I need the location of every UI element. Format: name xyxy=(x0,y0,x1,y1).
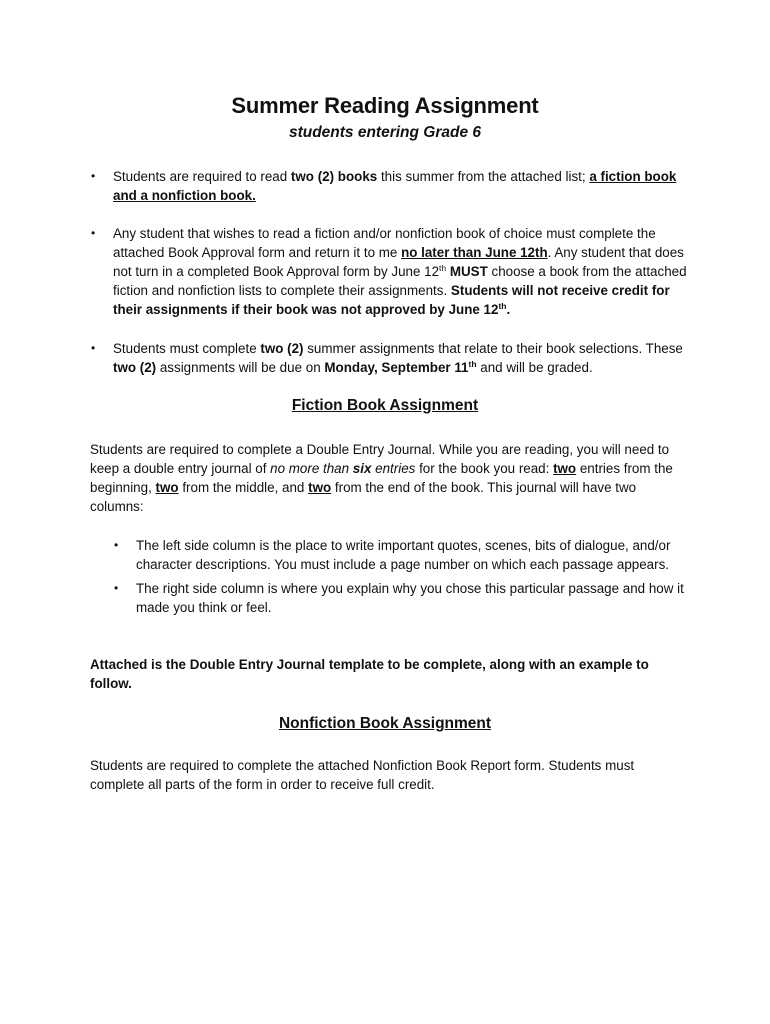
requirements-list-3 xyxy=(91,339,693,377)
list-item: • Any student that wishes to read a fiction and/or nonfiction book of choice must complete the attached Book Approval form and return it to me no later than June 12th. Any student that does not turn in a completed Book Approval form by June 12th MUST choose a book from the attached fiction and nonfiction lists to complete their assignments. Students will not receive credit for their assignments if their book was not approved by June 12th. xyxy=(91,226,687,317)
fiction-heading: Fiction Book Assignment xyxy=(291,397,479,414)
journal-columns-list xyxy=(114,536,696,622)
attached-note: Attached is the Double Entry Journal template to be complete, along with an example to follow. xyxy=(90,657,649,691)
list-item: • Students are required to read two (2) books this summer from the attached list; a fiction book and a nonfiction book. xyxy=(91,169,677,203)
nonfiction-paragraph: Students are required to complete the attached Nonfiction Book Report form. Students must complete all parts of the form in order to receive full credit. xyxy=(90,758,635,792)
nonfiction-heading: Nonfiction Book Assignment xyxy=(278,715,492,732)
list-item: • The right side column is where you explain why you chose this particular passage and how it made you think or feel. xyxy=(114,581,684,615)
fiction-paragraph: Students are required to complete a Double Entry Journal. While you are reading, you will need to keep a double entry journal of no more than six entries for the book you read: two entries from the beginning, two from the middle, and two from the end of the book. This journal will have two columns: xyxy=(90,442,673,514)
bullet-icon: • xyxy=(91,169,96,183)
bullet-icon: • xyxy=(114,581,119,595)
page-title: Summer Reading Assignment xyxy=(231,93,539,118)
bullet-icon: • xyxy=(91,226,96,240)
list-item: • Students must complete two (2) summer assignments that relate to their book selections. These two (2) assignments will be due on Monday, September 11th and will be graded. xyxy=(91,341,683,375)
requirements-list xyxy=(91,167,693,205)
bullet-icon: • xyxy=(114,538,119,552)
bullet-icon: • xyxy=(91,341,96,355)
page-subtitle: students entering Grade 6 xyxy=(288,124,482,141)
requirements-list-2 xyxy=(91,224,693,319)
list-item: • The left side column is the place to write important quotes, scenes, bits of dialogue, and/or character descriptions. You must include a page number on which each passage appears. xyxy=(114,538,671,572)
